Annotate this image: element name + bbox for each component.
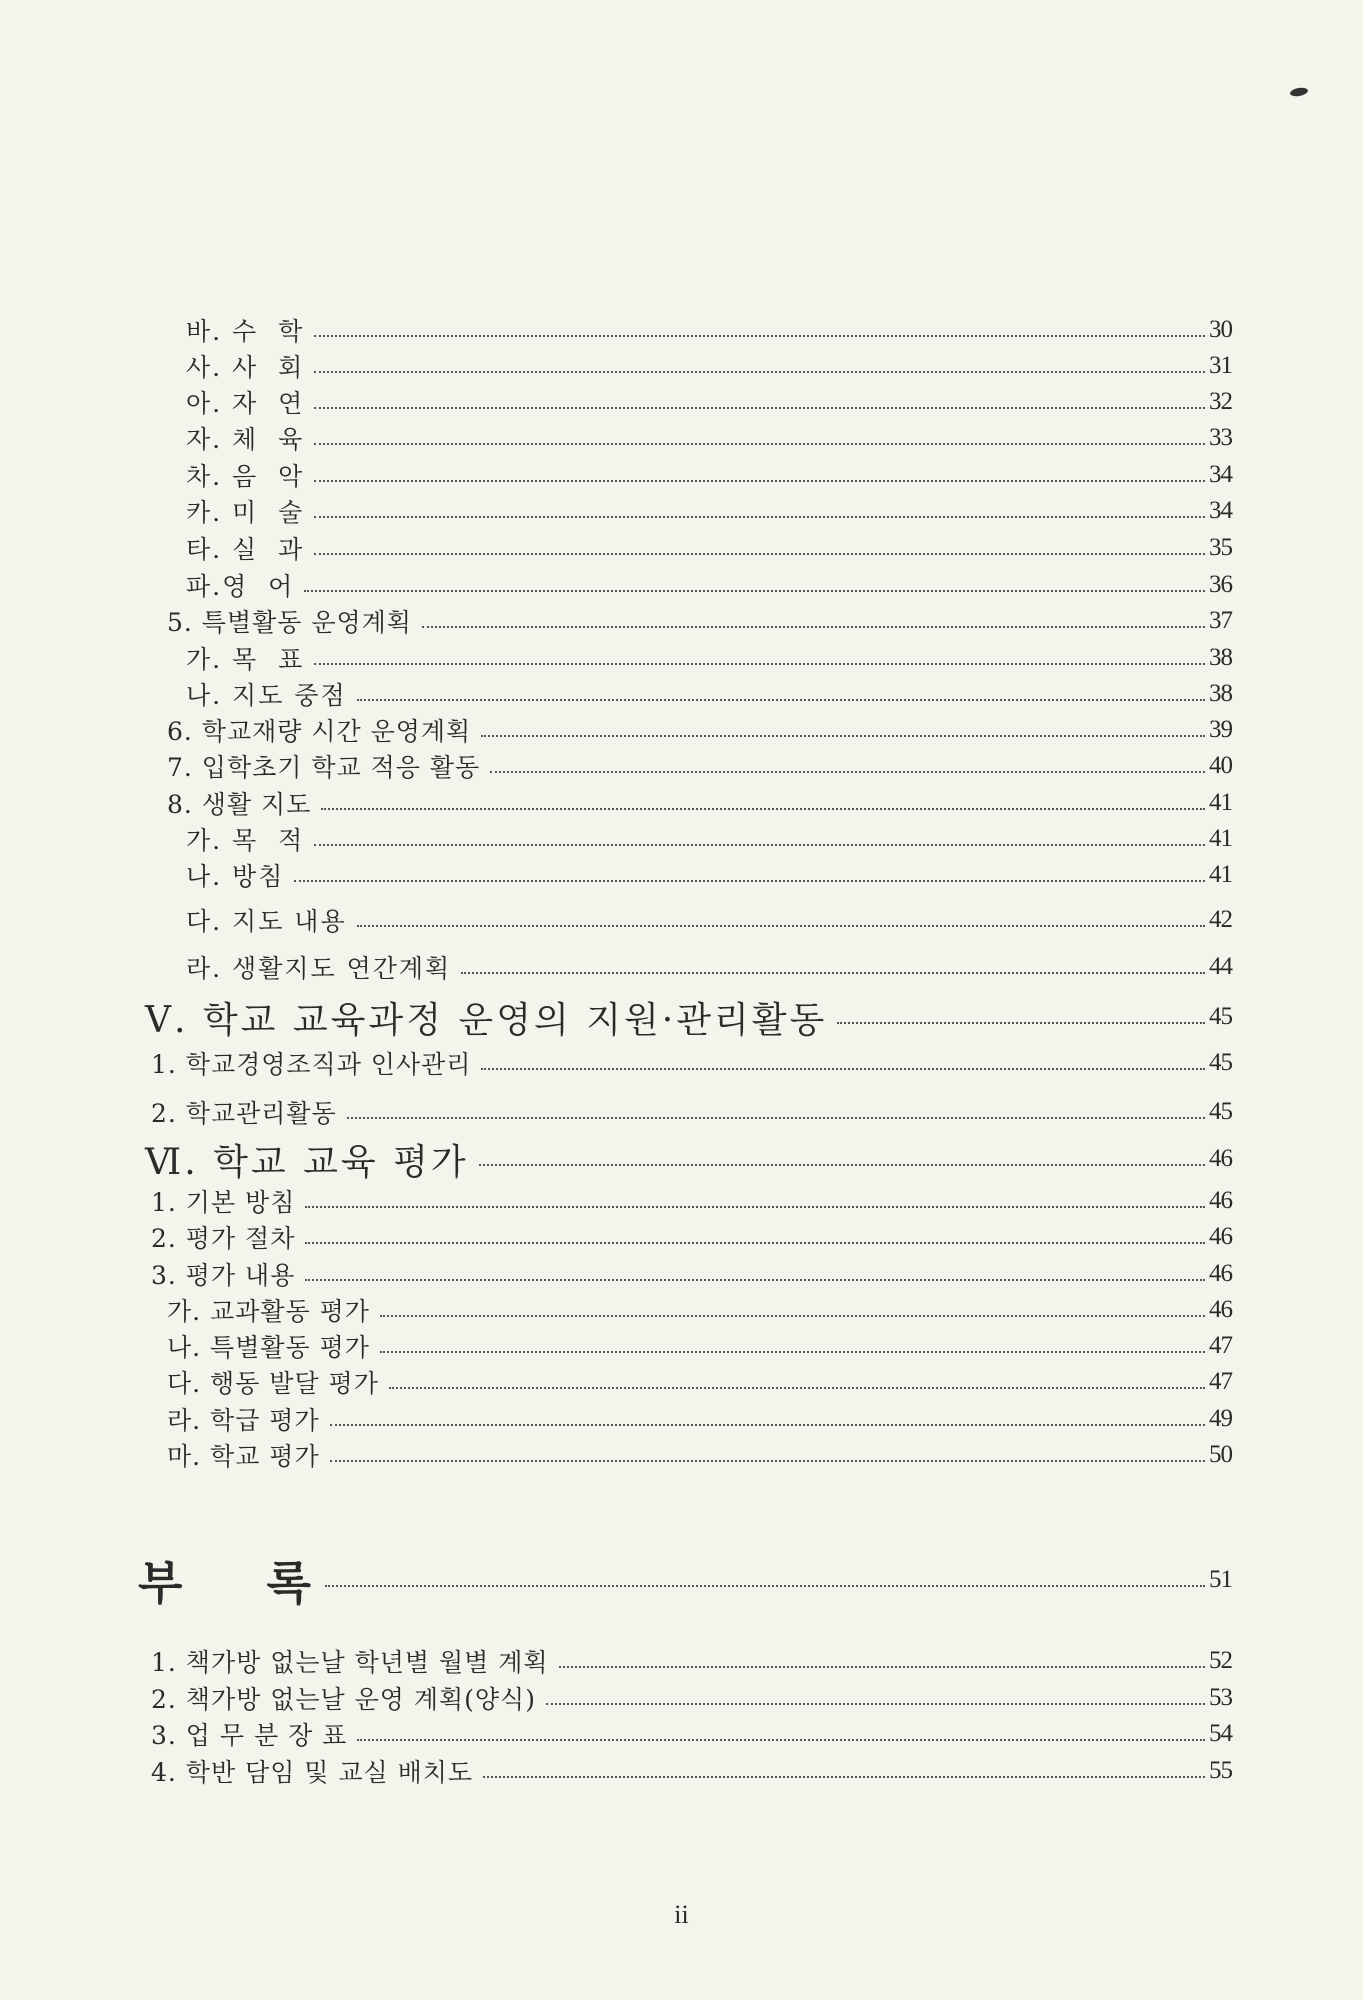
toc-entry-label: 3. 평가 내용 [151, 1261, 296, 1290]
toc-entry [167, 1437, 1232, 1473]
toc-entry-label: 나. 방침 [186, 862, 285, 891]
toc-entry [167, 712, 1232, 748]
dot-leader [481, 735, 1205, 737]
dot-leader [314, 371, 1205, 373]
toc-chapter [145, 995, 1232, 1039]
dot-leader [314, 443, 1205, 445]
dot-leader [422, 626, 1205, 628]
toc-entry-page: 54 [1209, 1720, 1232, 1747]
toc-entry-page: 33 [1209, 424, 1232, 451]
toc-entry [186, 567, 1232, 603]
toc-entry-label: 자. 체 육 [186, 425, 305, 454]
toc-entry-label: 가. 교과활동 평가 [167, 1297, 370, 1326]
toc-entry-page: 39 [1209, 716, 1232, 743]
toc-entry-label: 나. 지도 중점 [186, 681, 347, 710]
toc-entry [186, 348, 1232, 384]
toc-entry [151, 1045, 1232, 1081]
toc-entry-label: 가. 목 적 [186, 826, 305, 855]
dot-leader [314, 335, 1205, 337]
toc-entry-page: 35 [1209, 534, 1232, 561]
toc-entry [186, 493, 1232, 529]
toc-entry-page: 38 [1209, 680, 1232, 707]
dot-leader [304, 590, 1205, 592]
toc-entry-page: 34 [1209, 461, 1232, 488]
toc-entry [186, 530, 1232, 566]
toc-entry-page: 40 [1209, 752, 1232, 779]
toc-entry-label: 7. 입학초기 학교 적응 활동 [167, 753, 481, 782]
toc-entry [186, 902, 1232, 938]
toc-entry-label: 1. 책가방 없는날 학년별 월별 계획 [151, 1648, 549, 1677]
toc-entry [151, 1183, 1232, 1219]
dot-leader [347, 1117, 1205, 1119]
dot-leader [357, 1739, 1205, 1741]
toc-entry-label: 2. 학교관리활동 [151, 1099, 337, 1128]
dot-leader [325, 1585, 1205, 1587]
toc-entry [151, 1643, 1232, 1679]
dot-leader [380, 1351, 1205, 1353]
dot-leader [389, 1387, 1205, 1389]
toc-entry-label: 2. 책가방 없는날 운영 계획(양식) [151, 1685, 536, 1714]
toc-entry [167, 1328, 1232, 1364]
toc-entry-label: 8. 생활 지도 [167, 790, 312, 819]
dot-leader [357, 699, 1205, 701]
toc-entry-label: 라. 학급 평가 [167, 1406, 320, 1435]
toc-entry-page: 45 [1209, 1098, 1232, 1125]
toc-entry [186, 821, 1232, 857]
toc-entry-label: 파.영 어 [186, 572, 295, 601]
dot-leader [305, 1206, 1205, 1208]
toc-entry-label: 나. 특별활동 평가 [167, 1333, 370, 1362]
toc-entry [186, 457, 1232, 493]
dot-leader [314, 663, 1205, 665]
dot-leader [321, 808, 1205, 810]
toc-entry-page: 41 [1209, 861, 1232, 888]
toc-entry-label: 2. 평가 절차 [151, 1224, 296, 1253]
toc-entry-label: 바. 수 학 [186, 317, 305, 346]
toc-entry-page: 46 [1209, 1260, 1232, 1287]
toc-entry [167, 1364, 1232, 1400]
toc-chapter-label: Ⅴ. 학교 교육과정 운영의 지원·관리활동 [145, 999, 828, 1041]
toc-entry-label: 3. 업 무 분 장 표 [151, 1721, 348, 1750]
dot-leader [314, 480, 1205, 482]
toc-entry-page: 32 [1209, 388, 1232, 415]
dot-leader [490, 771, 1205, 773]
toc-entry-label: 아. 자 연 [186, 389, 305, 418]
toc-entry-page: 45 [1209, 1049, 1232, 1076]
toc-entry [186, 857, 1232, 893]
toc-entry [186, 676, 1232, 712]
toc-entry-label: 마. 학교 평가 [167, 1442, 320, 1471]
toc-chapter-label: Ⅵ. 학교 교육 평가 [145, 1141, 469, 1183]
dot-leader [330, 1460, 1205, 1462]
dot-leader [330, 1424, 1205, 1426]
dot-leader [559, 1666, 1205, 1668]
dot-leader [546, 1703, 1205, 1705]
dot-leader [314, 407, 1205, 409]
toc-entry [167, 748, 1232, 784]
toc-entry [151, 1753, 1232, 1789]
toc-entry-page: 46 [1209, 1187, 1232, 1214]
toc-entry [151, 1680, 1232, 1716]
toc-entry [167, 1292, 1232, 1328]
toc-entry-page: 46 [1209, 1145, 1232, 1172]
toc-chapter [145, 1137, 1232, 1181]
toc-entry-page: 53 [1209, 1684, 1232, 1711]
toc-entry-label: 라. 생활지도 연간계획 [186, 954, 452, 983]
toc-entry-page: 31 [1209, 352, 1232, 379]
dot-leader [380, 1315, 1205, 1317]
dot-leader [479, 1164, 1205, 1166]
toc-entry-page: 52 [1209, 1647, 1232, 1674]
toc-entry-label: 사. 사 회 [186, 353, 305, 382]
toc-entry-page: 34 [1209, 497, 1232, 524]
toc-entry-label: 다. 행동 발달 평가 [167, 1369, 379, 1398]
dot-leader [314, 553, 1205, 555]
toc-entry-page: 30 [1209, 316, 1232, 343]
dot-leader [294, 880, 1205, 882]
dot-leader [305, 1279, 1205, 1281]
toc-entry [151, 1256, 1232, 1292]
dot-leader [461, 972, 1205, 974]
toc-entry-label: 1. 기본 방침 [151, 1188, 296, 1217]
toc-entry [186, 640, 1232, 676]
toc-entry-label: 1. 학교경영조직과 인사관리 [151, 1050, 472, 1079]
toc-entry [186, 312, 1232, 348]
toc-entry-label: 다. 지도 내용 [186, 907, 347, 936]
toc-entry [151, 1219, 1232, 1255]
toc-entry-label: 6. 학교재량 시간 운영계획 [167, 717, 472, 746]
toc-entry-label: 4. 학반 담임 및 교실 배치도 [151, 1758, 474, 1787]
dot-leader [314, 844, 1205, 846]
dot-leader [483, 1776, 1205, 1778]
toc-entry-page: 50 [1209, 1441, 1232, 1468]
toc-entry [186, 949, 1232, 985]
toc-entry-page: 38 [1209, 644, 1232, 671]
dot-leader [314, 516, 1205, 518]
toc-entry-label: 가. 목 표 [186, 645, 305, 674]
toc-entry-page: 37 [1209, 607, 1232, 634]
toc-entry [186, 420, 1232, 456]
toc-entry-page: 51 [1209, 1566, 1232, 1593]
toc-entry [186, 384, 1232, 420]
toc-entry [167, 785, 1232, 821]
toc-entry-page: 46 [1209, 1296, 1232, 1323]
toc-appendix [138, 1550, 1232, 1610]
toc-entry-page: 45 [1209, 1003, 1232, 1030]
page-number: ii [674, 1900, 689, 1929]
toc-entry-page: 36 [1209, 571, 1232, 598]
toc-entry-page: 47 [1209, 1368, 1232, 1395]
toc-entry [151, 1716, 1232, 1752]
dot-leader [357, 925, 1205, 927]
toc-entry-page: 55 [1209, 1757, 1232, 1784]
toc-entry-label: 카. 미 술 [186, 498, 305, 527]
toc-entry-page: 44 [1209, 953, 1232, 980]
appendix-heading: 부 록 [138, 1556, 315, 1610]
toc-entry-page: 42 [1209, 906, 1232, 933]
toc-entry-page: 49 [1209, 1405, 1232, 1432]
toc-entry [167, 603, 1232, 639]
toc-entry-label: 타. 실 과 [186, 535, 305, 564]
toc-entry-page: 41 [1209, 789, 1232, 816]
dot-leader [837, 1022, 1205, 1024]
toc-entry-page: 47 [1209, 1332, 1232, 1359]
toc-entry-page: 46 [1209, 1223, 1232, 1250]
toc-entry [167, 1401, 1232, 1437]
dot-leader [481, 1068, 1205, 1070]
dot-leader [305, 1242, 1205, 1244]
toc-entry-page: 41 [1209, 825, 1232, 852]
toc-entry-label: 5. 특별활동 운영계획 [167, 608, 412, 637]
toc-entry [151, 1094, 1232, 1130]
toc-entry-label: 차. 음 악 [186, 462, 305, 491]
